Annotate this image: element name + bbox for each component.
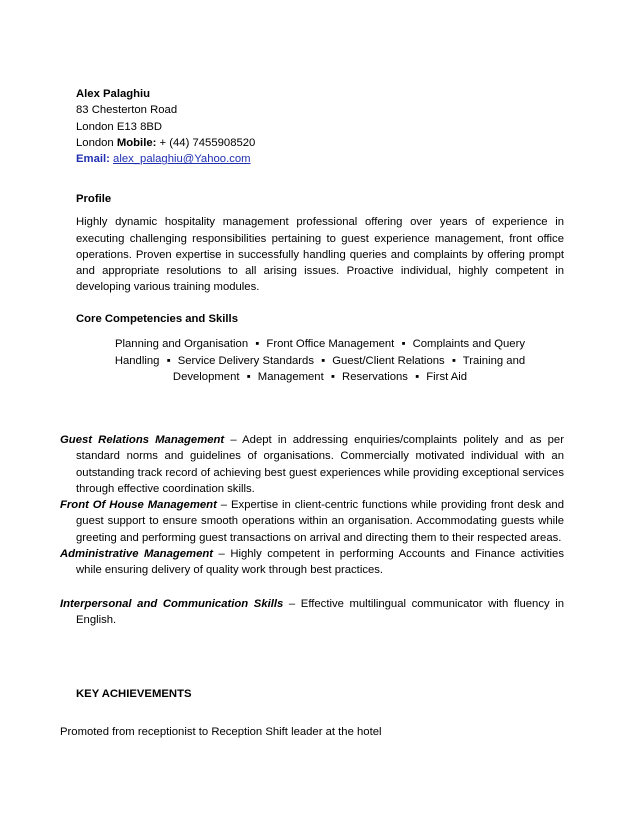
- bullet-separator: ▪: [166, 354, 171, 367]
- skill-item: Complaints and Query Handling: [114, 338, 526, 367]
- address-line-1: 83 Chesterton Road: [76, 104, 178, 117]
- mobile-number: + (44) 7455908520: [159, 136, 256, 149]
- skills-list: [76, 336, 564, 385]
- skill-item: Training and Development: [172, 354, 526, 383]
- phone-line: [76, 135, 576, 151]
- bullet-separator: ▪: [321, 354, 326, 367]
- mobile-label: Mobile:: [116, 136, 157, 149]
- city: London: [76, 136, 114, 149]
- core-competencies-section: [76, 311, 564, 385]
- bullet-separator: ▪: [401, 338, 406, 351]
- entry-heading: Guest Relations Management: [60, 434, 225, 446]
- profile-text: Highly dynamic hospitality management professional offering over years of experience in executing challenging responsibilities pertaining to guest experience management, front office operations. Proven expertise in successfully handling queries and complaints by offering prompt and appropriate resolutions to all arising issues. Proactive individual, highly competent in developing various training modules.: [76, 216, 564, 294]
- entry-heading: Interpersonal and Communication Skills: [60, 597, 284, 610]
- achievement-item: Promoted from receptionist to Reception Shift leader at the hotel: [60, 726, 382, 738]
- entry-heading: Front Of House Management: [60, 499, 217, 512]
- bullet-separator: ▪: [451, 354, 456, 367]
- email-link[interactable]: alex_palaghiu@Yahoo.com: [113, 153, 251, 166]
- entry-heading: Administrative Management: [60, 548, 214, 561]
- experience-entry: [60, 497, 564, 546]
- core-competencies-title: Core Competencies and Skills: [76, 313, 238, 325]
- profile-section: [76, 191, 564, 296]
- bullet-separator: ▪: [415, 370, 420, 383]
- skill-item: Reservations: [342, 370, 408, 383]
- entry-text: – Expertise in client-centric functions while providing front desk and guest support to ensure smooth operations within an organisation. Accommodating guests while greeting and performing guest transactions on arrival and directing them to their respected areas.: [76, 499, 564, 544]
- bullet-separator: ▪: [246, 370, 251, 383]
- entry-text: – Effective multilingual communicator with fluency in English.: [76, 597, 564, 626]
- experience-entry: [60, 432, 564, 497]
- email-line: [76, 151, 576, 167]
- spacer: [60, 579, 564, 596]
- candidate-name: Alex Palaghiu: [76, 88, 151, 100]
- email-label: Email:: [76, 153, 110, 166]
- experience-entry: [60, 596, 564, 629]
- bullet-separator: ▪: [255, 338, 260, 351]
- address-line-2: London E13 8BD: [76, 120, 163, 133]
- skill-item: Planning and Organisation: [114, 338, 249, 351]
- contact-block: [76, 86, 576, 167]
- bullet-separator: ▪: [330, 370, 335, 383]
- experience-areas: [60, 432, 564, 628]
- profile-title: Profile: [76, 193, 112, 205]
- skill-item: First Aid: [426, 370, 468, 383]
- entry-text: – Adept in addressing enquiries/complaints politely and as per standard norms and guidelines of organisations. Commercially motivated individual with an outstanding track record of achieving best guest experiences while providing exceptional services through effective coordination skills.: [76, 434, 564, 495]
- skill-item: Service Delivery Standards: [177, 354, 314, 367]
- skill-item: Management: [257, 370, 324, 383]
- entry-text: – Highly competent in performing Accounts and Finance activities while ensuring delivery of quality work through best practices.: [76, 548, 564, 577]
- skill-item: Front Office Management: [266, 338, 395, 351]
- achievements-title: KEY ACHIEVEMENTS: [76, 688, 192, 700]
- skill-item: Guest/Client Relations: [332, 354, 445, 367]
- experience-entry: [60, 546, 564, 579]
